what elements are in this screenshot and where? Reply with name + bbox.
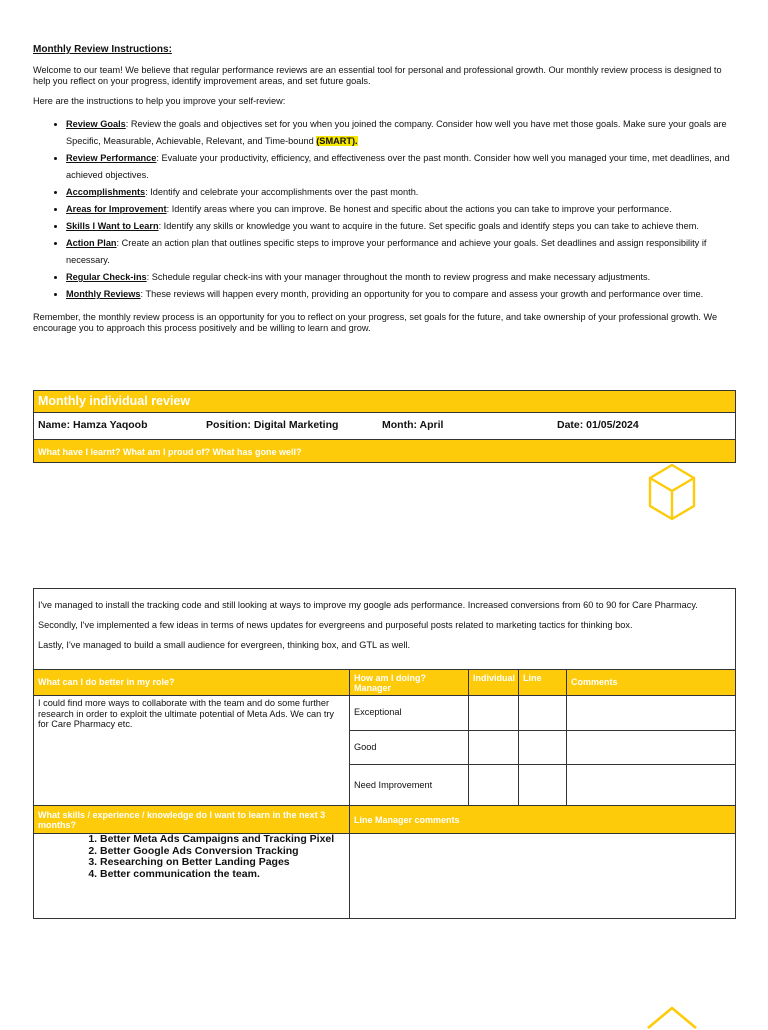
smart-highlight: (SMART). [316, 136, 358, 146]
rating-cell[interactable] [469, 731, 519, 765]
employee-name: Name: Hamza Yaqoob [38, 419, 148, 431]
skill-item: 4. Better communication the team. [100, 869, 349, 881]
question-learnt: What have I learnt? What am I proud of? What has gone well? [34, 440, 735, 462]
list-item: • Accomplishments: Identify and celebrate your accomplishments over the past month. [66, 184, 736, 201]
header-individual: Individual [469, 670, 519, 696]
header-how-doing: How am I doing? Manager [350, 670, 469, 696]
review-date: Date: 01/05/2024 [557, 419, 639, 431]
list-item: • Review Goals: Review the goals and objectives set for you when you joined the company. Consider how well you have met those goals. Make sure your goals are Specific, Measurable, Achievable, Relevant, and Time-bound (SMART). [66, 116, 736, 150]
skills-row [34, 834, 735, 918]
list-item: • Areas for Improvement: Identify areas where you can improve. Be honest and specific about the actions you can take to improve your performance. [66, 201, 736, 218]
better-answer: I could find more ways to collaborate with the team and do some further research in order to exploit the ultimate potential of Meta Ads. We can try for Care Pharmacy etc. [34, 696, 350, 806]
rating-grid [34, 670, 735, 806]
list-item: • Skills I Want to Learn: Identify any skills or knowledge you want to acquire in the future. Set specific goals and identify steps you can take to achieve them. [66, 218, 736, 235]
rating-cell[interactable] [519, 731, 567, 765]
comment-cell[interactable] [567, 696, 735, 731]
manager-comments-field[interactable] [350, 834, 735, 918]
review-month: Month: April [382, 419, 444, 431]
review-answers-table [33, 588, 736, 919]
skill-item: 2. Better Google Ads Conversion Tracking [100, 846, 349, 858]
rating-exceptional: Exceptional [350, 696, 469, 731]
header-manager-comments: Line Manager comments [350, 806, 735, 834]
learnt-answer [34, 589, 735, 670]
closing-paragraph: Remember, the monthly review process is an opportunity for you to reflect on your progress, set goals for the future, and take ownership of your professional growth. We encourage you to approach this process positively and be willing to learn and grow. [33, 312, 718, 333]
answer-paragraph: Secondly, I've implemented a few ideas in terms of news updates for evergreens and purposeful posts related to marketing tactics for thinking box. [38, 620, 633, 630]
rating-need-improvement: Need Improvement [350, 765, 469, 806]
rating-cell[interactable] [519, 696, 567, 731]
list-item: • Monthly Reviews: These reviews will happen every month, providing an opportunity for you to compare and assess your growth and performance over time. [66, 289, 736, 300]
instructions-title: Monthly Review Instructions: [33, 44, 172, 55]
lead-paragraph: Here are the instructions to help you improve your self-review: [33, 96, 286, 106]
rating-cell[interactable] [469, 696, 519, 731]
review-header-table [33, 390, 736, 463]
skill-item: 3. Researching on Better Landing Pages [100, 857, 349, 869]
rating-good: Good [350, 731, 469, 765]
list-item: • Regular Check-ins: Schedule regular check-ins with your manager throughout the month to review progress and make necessary adjustments. [66, 269, 736, 286]
list-item: • Action Plan: Create an action plan that outlines specific steps to improve your performance and achieve your goals. Set deadlines and assign responsibility if necessary. [66, 235, 736, 269]
review-title: Monthly individual review [34, 391, 735, 412]
review-info-row [34, 412, 735, 440]
question-skills: What skills / experience / knowledge do I want to learn in the next 3 months? [34, 806, 350, 834]
header-line: Line [519, 670, 567, 696]
cube-logo-icon [647, 463, 697, 521]
instructions-list [33, 116, 736, 300]
cube-logo-icon [644, 1000, 700, 1030]
list-item: • Review Performance: Evaluate your productivity, efficiency, and effectiveness over the past month. Consider how well you managed your time, met deadlines, and achieved objectives. [66, 150, 736, 184]
answer-paragraph: I've managed to install the tracking code and still looking at ways to improve my google ads performance. Increased conversions from 60 to 90 for Care Pharmacy. [38, 600, 698, 610]
comment-cell[interactable] [567, 731, 735, 765]
instructions-section [33, 40, 736, 343]
intro-paragraph: Welcome to our team! We believe that regular performance reviews are an essential tool for personal and professional growth. Our monthly review process is designed to help you reflect on your progress, identify improvement areas, and set future goals. [33, 65, 722, 86]
skills-answer [34, 834, 350, 918]
rating-cell[interactable] [469, 765, 519, 806]
skills-list [34, 834, 349, 880]
question-better: What can I do better in my role? [34, 670, 350, 696]
skill-item: 1. Better Meta Ads Campaigns and Tracking Pixel [100, 834, 349, 846]
rating-cell[interactable] [519, 765, 567, 806]
skills-header-row [34, 806, 735, 834]
comment-cell[interactable] [567, 765, 735, 806]
answer-paragraph: Lastly, I've managed to build a small audience for evergreen, thinking box, and GTL as well. [38, 640, 411, 650]
header-comments: Comments [567, 670, 735, 696]
employee-position: Position: Digital Marketing [206, 419, 339, 431]
